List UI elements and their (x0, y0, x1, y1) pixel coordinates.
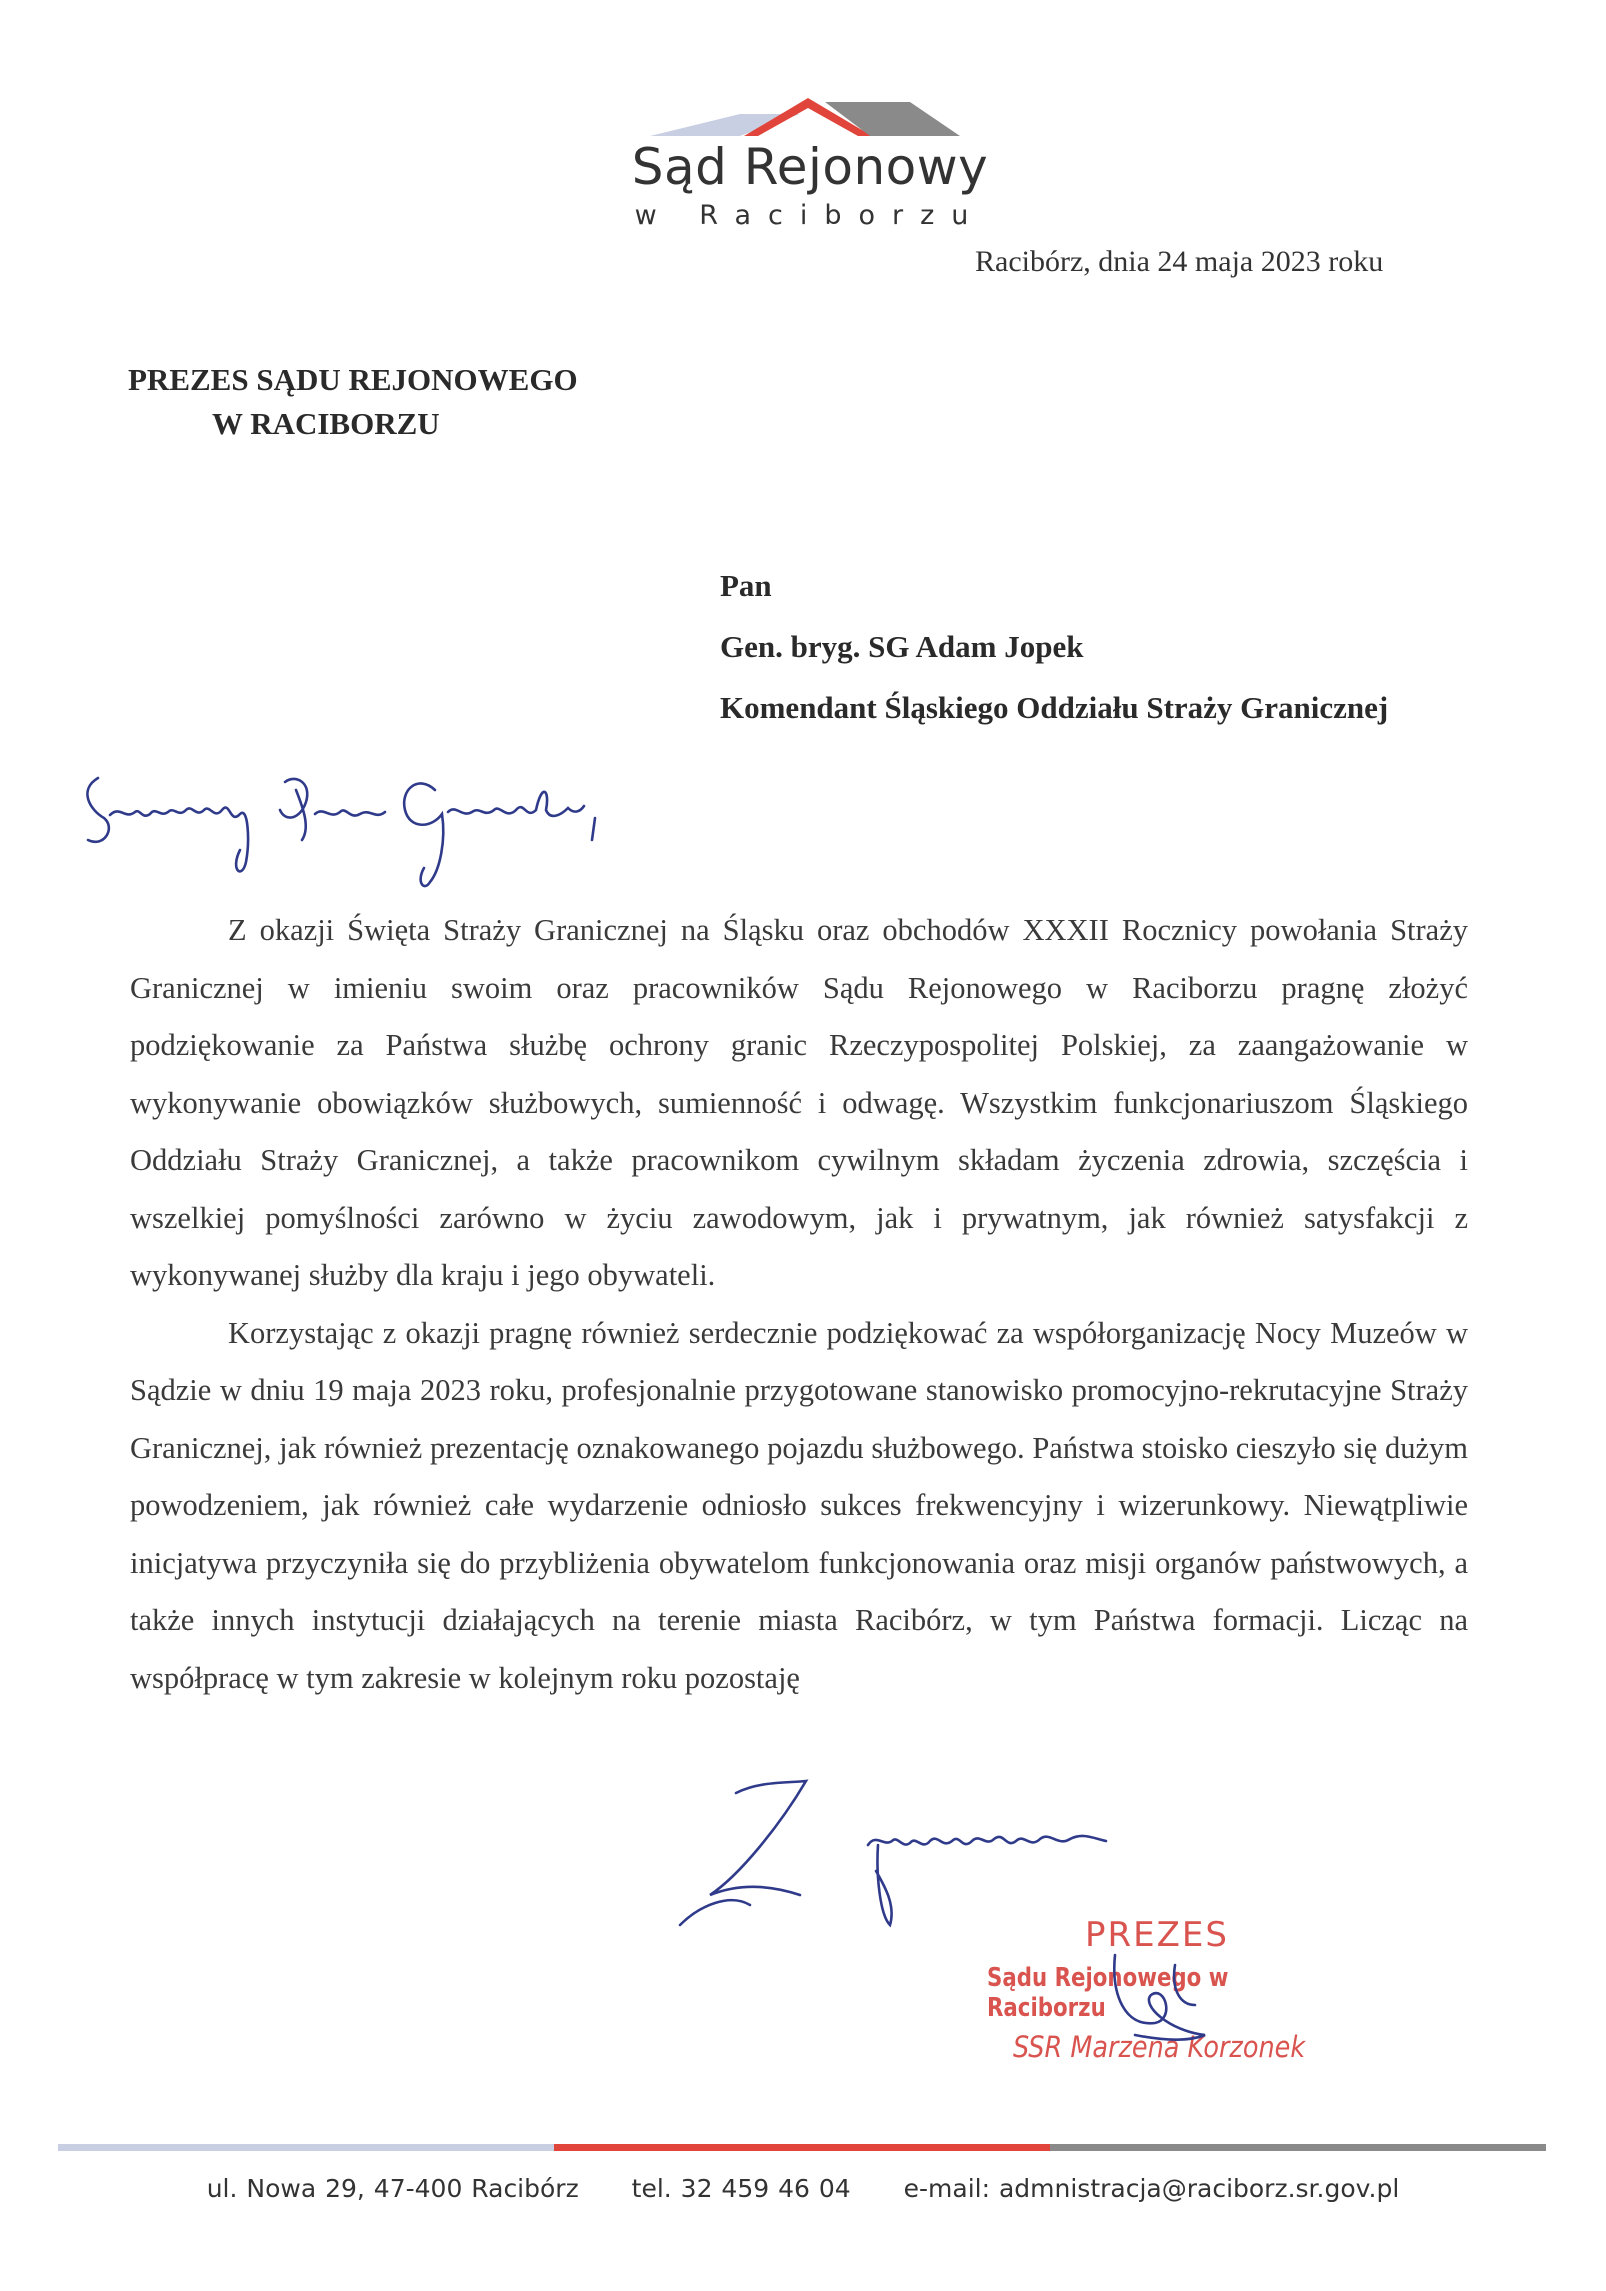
letter-body (130, 902, 1468, 1707)
court-name: Sąd Rejonowy (631, 138, 989, 196)
footer-address: ul. Nowa 29, 47-400 Racibórz (206, 2174, 579, 2203)
footer-phone: tel. 32 459 46 04 (631, 2174, 851, 2203)
stamp-court: Sądu Rejonowego w Raciborzu (987, 1963, 1229, 2023)
issuer-block (128, 358, 578, 446)
issuer-line-2: W RACIBORZU (212, 406, 440, 441)
footer-contact (0, 2174, 1606, 2203)
date-line: Racibórz, dnia 24 maja 2023 roku (975, 245, 1384, 278)
handwritten-salutation (80, 770, 680, 905)
issuer-line-1: PREZES SĄDU REJONOWEGO (128, 362, 578, 397)
body-paragraph-2: Korzystając z okazji pragnę również serdecznie podziękować za współorganizację Nocy Muzeów w Sądzie w dniu 19 maja 2023 roku, profesjonalnie przygotowane stanowisko promocyjno-rekrutacyjne Straży Granicznej, jak również prezentację oznakowanego pojazdu służbowego. Państwa stoisko cieszyło się dużym powodzeniem, jak również całe wydarzenie odniosło sukces frekwencyjny i wizerunkowy. Niewątpliwie inicjatywa przyczyniła się do przybliżenia obywatelom funkcjonowania oraz misji organów państwowych, a także innych instytucji działających na terenie miasta Racibórz, w tym Państwa formacji. Licząc na współpracę w tym zakresie w kolejnym roku pozostaję (130, 1315, 1468, 1695)
official-stamp (975, 1915, 1355, 2085)
stamp-title: PREZES (1085, 1915, 1229, 1955)
court-city: w Raciborzu (634, 200, 986, 231)
recipient-block (720, 568, 1388, 751)
president-signature-icon (1085, 1935, 1235, 2045)
body-paragraph-1: Z okazji Święta Straży Granicznej na Śląsku oraz obchodów XXXII Rocznicy powołania Straży Granicznej w imieniu swoim oraz pracowników Sądu Rejonowego w Raciborzu pragnę złożyć podziękowanie za Państwa służbę ochrony granic Rzeczypospolitej Polskiej, za zaangażowanie w wykonywanie obowiązków służbowych, sumienność i odwagę. Wszystkim funkcjonariuszom Śląskiego Oddziału Straży Granicznej, a także pracownikom cywilnym składam życzenia zdrowia, szczęścia i wszelkiej pomyślności zarówno w życiu zawodowym, jak i prywatnym, jak również satysfakcji z wykonywanej służby dla kraju i jego obywateli. (130, 913, 1468, 1292)
footer-divider (58, 2144, 1546, 2151)
recipient-line-3: Komendant Śląskiego Oddziału Straży Granicznej (720, 690, 1389, 725)
footer-email: e-mail: admnistracja@raciborz.sr.gov.pl (903, 2174, 1400, 2203)
court-logo-roof-icon (640, 92, 970, 142)
recipient-line-2: Gen. bryg. SG Adam Jopek (720, 629, 1084, 664)
recipient-line-1: Pan (720, 568, 772, 603)
stamp-name: SSR Marzena Korzonek (1013, 2030, 1306, 2064)
